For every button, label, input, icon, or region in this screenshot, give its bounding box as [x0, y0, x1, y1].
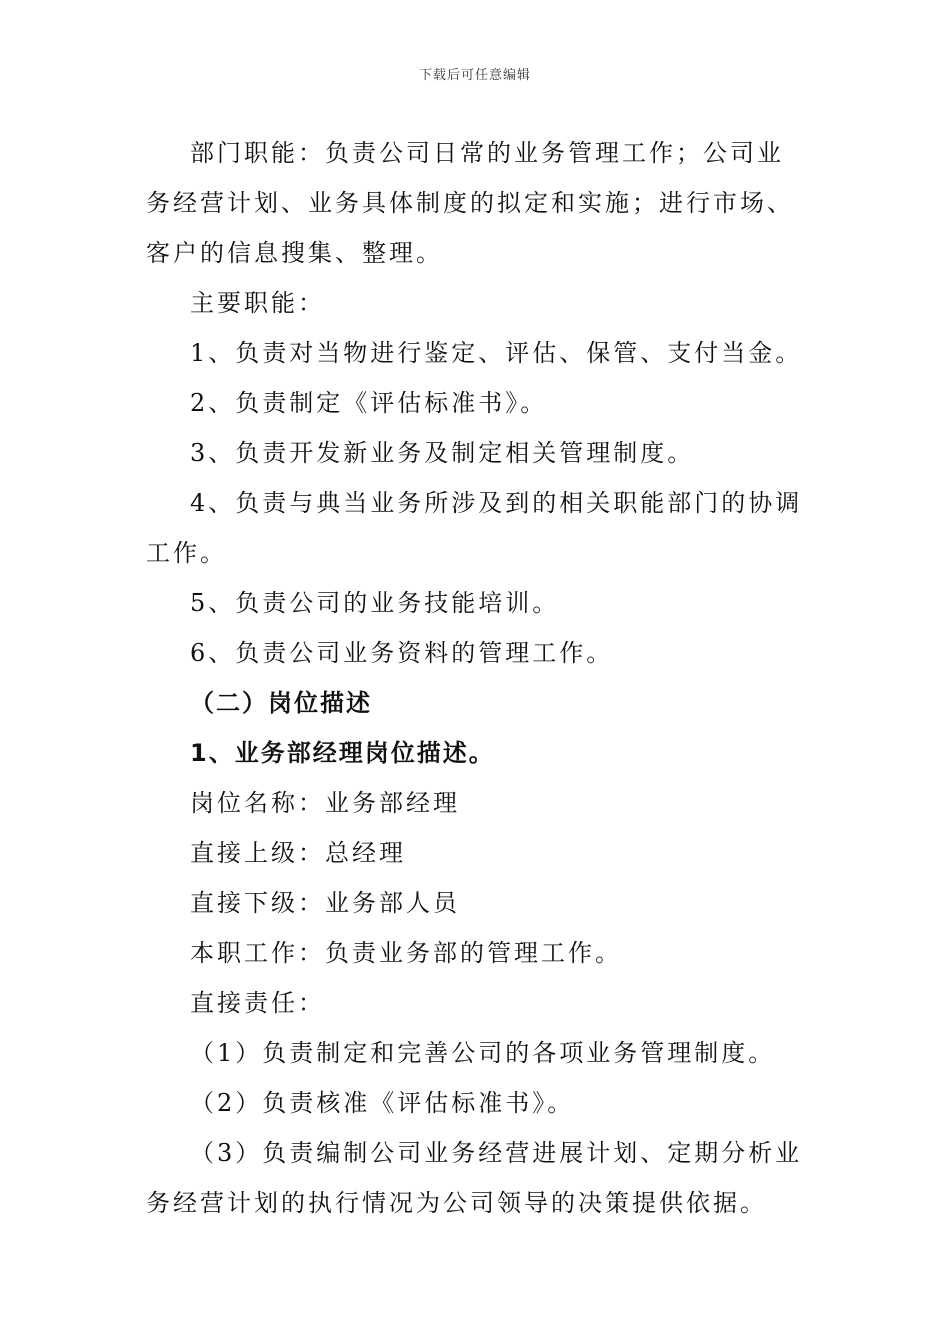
paragraph-department-function: 部门职能：负责公司日常的业务管理工作；公司业务经营计划、业务具体制度的拟定和实施；进行市场、客户的信息搜集、整理。 — [146, 139, 794, 267]
document-body — [146, 128, 806, 1228]
field-direct-subordinate: 直接下级：业务部人员 — [190, 889, 460, 917]
section-heading-job-description: （二）岗位描述 — [190, 689, 372, 717]
list-item-6: 6、负责公司业务资料的管理工作。 — [190, 639, 614, 667]
responsibility-item-3: （3）负责编制公司业务经营进展计划、定期分析业务经营计划的执行情况为公司领导的决策提供依据。 — [146, 1139, 803, 1217]
list-item-5: 5、负责公司的业务技能培训。 — [190, 589, 560, 617]
list-item-3: 3、负责开发新业务及制定相关管理制度。 — [190, 439, 695, 467]
list-item-2: 2、负责制定《评估标准书》。 — [190, 389, 548, 417]
list-item-1: 1、负责对当物进行鉴定、评估、保管、支付当金。 — [190, 339, 803, 367]
paragraph-main-functions-label: 主要职能： — [190, 289, 325, 317]
field-direct-responsibility: 直接责任： — [190, 989, 325, 1017]
field-main-work: 本职工作：负责业务部的管理工作。 — [190, 939, 622, 967]
field-position-name: 岗位名称：业务部经理 — [190, 789, 460, 817]
list-item-4: 4、负责与典当业务所涉及到的相关职能部门的协调工作。 — [146, 489, 803, 567]
subsection-heading-manager: 1、业务部经理岗位描述。 — [190, 739, 495, 767]
field-direct-superior: 直接上级：总经理 — [190, 839, 406, 867]
responsibility-item-2: （2）负责核准《评估标准书》。 — [190, 1089, 575, 1117]
responsibility-item-1: （1）负责制定和完善公司的各项业务管理制度。 — [190, 1039, 776, 1067]
page-header: 下载后可任意编辑 — [418, 68, 531, 83]
